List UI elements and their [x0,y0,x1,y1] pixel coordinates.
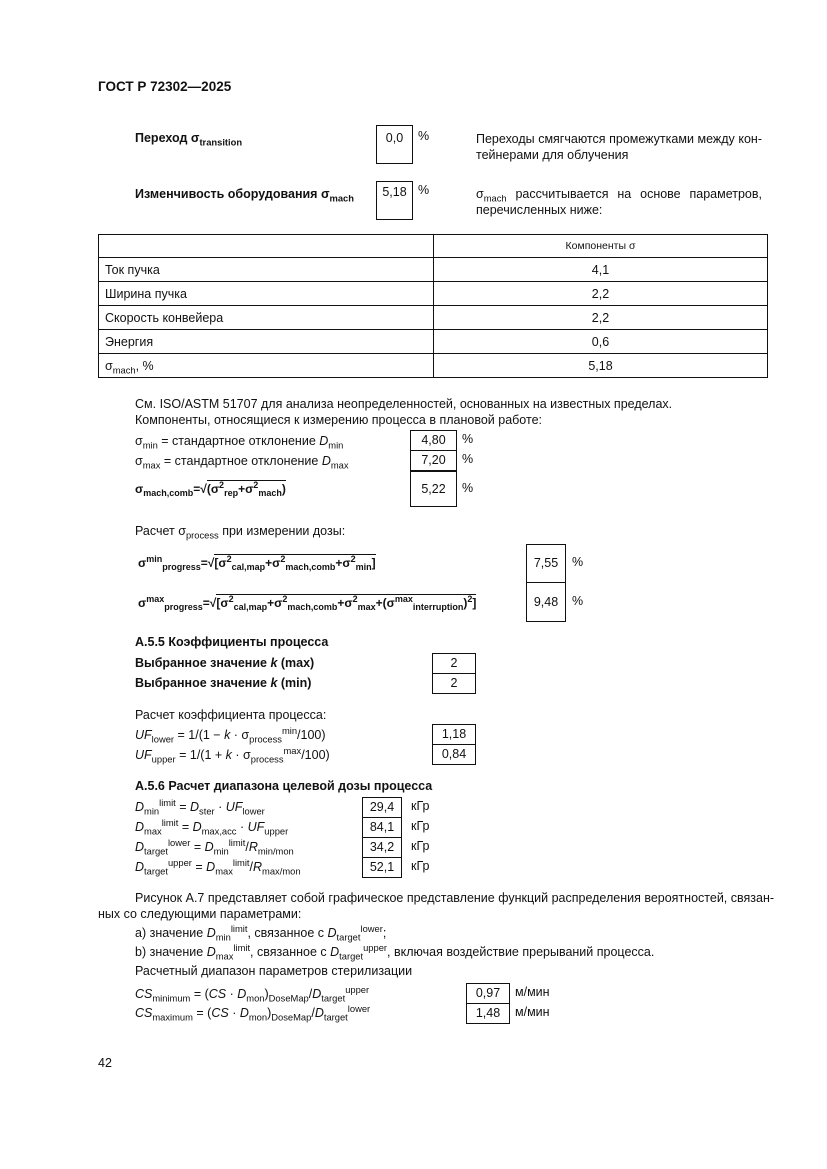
mach-unit: % [418,183,430,197]
uf-title: Расчет коэффициента процесса: [135,708,327,722]
row-value: 5,18 [434,354,768,378]
transition-note: Переходы смягчаются промежутками между кон-тейнерами для облучения [476,132,762,162]
table-row [99,330,768,354]
range-title: Расчетный диапазон параметров стерилизации [135,964,413,978]
dtarget-lower-formula: $D_{target}^{lower} = D_{min}^{limit}/R_{min/mon}$ [135,837,294,857]
row-value: 2,2 [434,282,768,306]
row-label: $\sigma_{mach}$, % [99,354,434,378]
k-min-label: Выбранное значение k (min) [135,676,312,690]
dmax-limit-value: 84,1 [362,817,402,838]
sigma-max-label: $\sigma_{max}$ = стандартное отклонение $D_{max}$ [135,454,349,471]
sigma-comb-value: 5,22 [410,471,457,507]
progress-max-formula: $\sigma^{max}_{progress}=√[\sigma^2_{cal,map}+\sigma^2_{mach,comb}+\sigma^2_{max}+(\sigma^{max}_{interruption})^2]$ [138,594,477,613]
row-value: 0,6 [434,330,768,354]
uf-lower-value: 1,18 [432,724,476,745]
dtarget-upper-formula: $D_{target}^{upper} = D_{max}^{limit}/R_{max/mon}$ [135,857,301,877]
page-number: 42 [98,1056,112,1070]
uf-lower-formula: $UF_{lower} = 1/(1 - k \cdot \sigma_{process}^{min}/100)$ [135,725,326,745]
figure-para-2: ных со следующими параметрами: [98,907,302,921]
row-label: Энергия [99,330,434,354]
sigma-min-label: $\sigma_{min}$ = стандартное отклонение $D_{min}$ [135,434,344,451]
dtarget-upper-value: 52,1 [362,857,402,878]
figure-para-1: Рисунок А.7 представляет собой графическое представление функций распределения вероятностей, связан- [135,891,775,905]
cs-max-unit: м/мин [515,1005,550,1019]
components-table [98,234,768,378]
row-label: Ширина пучка [99,282,434,306]
mach-value: 5,18 [376,181,413,220]
dtarget-upper-unit: кГр [411,859,430,873]
dmin-limit-value: 29,4 [362,797,402,818]
dmax-limit-formula: $D_{max}^{limit} = D_{max,acc} \cdot UF_{upper}$ [135,817,289,837]
mach-note: $\sigma_{mach}$ рассчитывается на основе параметров, перечисленных ниже: [476,187,762,217]
cs-min-formula: $CS_{minimum} = (CS \cdot D_{mon})_{DoseMap}/D_{target}^{upper}$ [135,984,370,1004]
progress-max-value: 9,48 [526,582,566,622]
row-label: Ток пучка [99,258,434,282]
dtarget-lower-value: 34,2 [362,837,402,858]
k-max-value: 2 [432,653,476,674]
sigma-comb-unit: % [462,481,474,495]
cs-min-value: 0,97 [466,983,510,1004]
figure-item-a: а) значение $D_{min}^{limit}$, связанное с $D_{target}^{lower}$; [135,923,387,943]
transition-unit: % [418,129,430,143]
mach-label: Изменчивость оборудования $\sigma_{mach}$ [135,187,354,204]
cs-max-value: 1,48 [466,1003,510,1024]
a56-heading: А.5.6 Расчет диапазона целевой дозы процесса [135,779,433,793]
a55-heading: А.5.5 Коэффициенты процесса [135,635,329,649]
k-max-label: Выбранное значение k (max) [135,656,315,670]
uf-upper-formula: $UF_{upper} = 1/(1 + k \cdot \sigma_{process}^{max}/100)$ [135,745,330,765]
figure-item-b: b) значение $D_{max}^{limit}$, связанное с $D_{target}^{upper}$, включая воздействие прерываний процесса. [135,942,655,962]
sigma-max-unit: % [462,452,474,466]
cs-max-formula: $CS_{maximum} = (CS \cdot D_{mon})_{DoseMap}/D_{target}^{lower}$ [135,1003,371,1023]
transition-value: 0,0 [376,125,413,164]
process-calc-label: Расчет $\sigma_{process}$ при измерении дозы: [135,524,346,541]
progress-max-unit: % [572,594,584,608]
transition-label: Переход $\sigma_{transition}$ [135,131,243,148]
row-value: 4,1 [434,258,768,282]
table-header-empty [99,235,434,258]
progress-min-value: 7,55 [526,544,566,583]
document-title: ГОСТ Р 72302—2025 [98,79,232,94]
progress-min-formula: $\sigma^{min}_{progress}=√[\sigma^2_{cal,map}+\sigma^2_{mach,comb}+\sigma^2_{min}]$ [138,554,376,573]
intro-line-2: Компоненты, относящиеся к измерению процесса в плановой работе: [135,413,542,427]
sigma-comb-formula: $\sigma_{mach,comb}=√(\sigma^2_{rep}+\sigma^2_{mach})$ [135,480,286,499]
table-row [99,354,768,378]
dmin-limit-formula: $D_{min}^{limit} = D_{ster} \cdot UF_{lower}$ [135,797,265,817]
row-label: Скорость конвейера [99,306,434,330]
dmax-limit-unit: кГр [411,819,430,833]
sigma-min-value: 4,80 [410,430,457,451]
sigma-max-value: 7,20 [410,450,457,471]
table-row [99,306,768,330]
table-header-components: Компоненты σ [434,235,768,258]
dtarget-lower-unit: кГр [411,839,430,853]
table-header-row [99,235,768,258]
dmin-limit-unit: кГр [411,799,430,813]
intro-line-1: См. ISO/ASTM 51707 для анализа неопределенностей, основанных на известных пределах. [135,397,673,411]
uf-upper-value: 0,84 [432,744,476,765]
progress-min-unit: % [572,555,584,569]
cs-min-unit: м/мин [515,985,550,999]
k-min-value: 2 [432,673,476,694]
table-row [99,282,768,306]
row-value: 2,2 [434,306,768,330]
table-row [99,258,768,282]
sigma-min-unit: % [462,432,474,446]
